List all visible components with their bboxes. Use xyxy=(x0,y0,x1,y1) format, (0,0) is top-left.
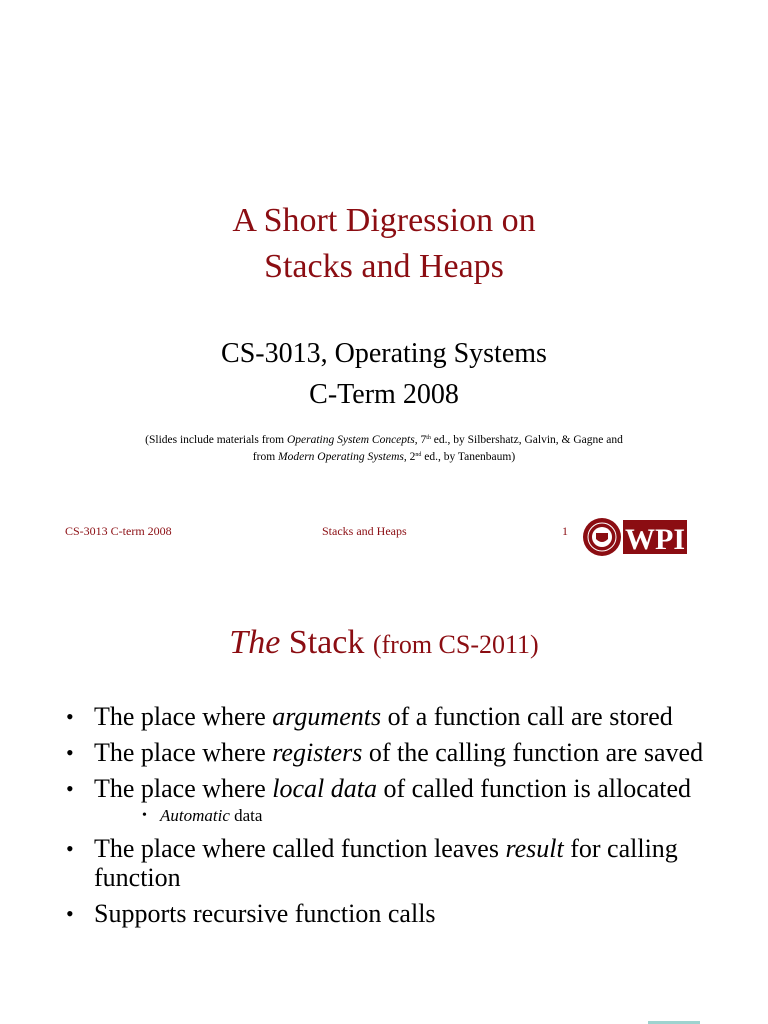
wpi-logo xyxy=(582,516,688,558)
stack-slide xyxy=(0,576,768,1024)
credits-text: ed., by Tanenbaum) xyxy=(421,451,516,463)
credits-text: , 2 xyxy=(403,451,416,463)
bullet-icon: • xyxy=(66,901,74,926)
credits-sup: th xyxy=(426,435,431,441)
title-italic: The xyxy=(229,624,281,661)
bullet-icon: • xyxy=(66,776,74,801)
subtitle-line-1: CS-3013, Operating Systems xyxy=(221,338,547,369)
slide-title xyxy=(0,198,768,290)
title-main: Stack xyxy=(280,624,373,661)
list-item xyxy=(60,702,720,731)
bullet-icon: • xyxy=(66,836,74,861)
bullet-text: The place where xyxy=(94,738,273,767)
title-line-2: Stacks and Heaps xyxy=(264,248,504,285)
list-item xyxy=(60,774,720,827)
footer-topic: Stacks and Heaps xyxy=(322,524,407,538)
wpi-logo-text: WPI xyxy=(625,523,685,556)
footer-page-number: 1 xyxy=(562,524,568,538)
credits-text: from xyxy=(252,451,279,463)
credits-sup: nd xyxy=(415,452,422,458)
credits-text: (Slides include materials from xyxy=(145,434,287,446)
title-note: (from CS-2011) xyxy=(372,630,539,659)
bullet-text: The place where xyxy=(94,702,273,731)
sub-bullet-icon: • xyxy=(142,808,147,823)
bullet-list xyxy=(60,702,720,935)
bullet-text: of the calling function are saved xyxy=(362,738,704,767)
bullet-text: Supports recursive function calls xyxy=(94,899,436,928)
credits-book-1: Operating System Concepts xyxy=(286,434,415,446)
bullet-text: of a function call are stored xyxy=(381,702,673,731)
title-line-1: A Short Digression on xyxy=(232,202,536,239)
credits-text: ed., by Silbershatz, Galvin, & Gagne and xyxy=(430,434,623,446)
bullet-icon: • xyxy=(66,740,74,765)
slide-subtitle xyxy=(0,333,768,415)
list-item xyxy=(60,738,720,767)
list-item xyxy=(60,899,720,928)
bullet-text: The place where xyxy=(94,774,273,803)
bullet-text: The place where called function leaves xyxy=(94,834,506,863)
footer-course: CS-3013 C-term 2008 xyxy=(65,524,172,538)
bullet-icon: • xyxy=(66,704,74,729)
bullet-emphasis: arguments xyxy=(272,702,382,731)
sub-bullet-list xyxy=(94,805,720,827)
bullet-emphasis: registers xyxy=(272,738,363,767)
bullet-text: of called function is allocated xyxy=(377,774,692,803)
credits-text: , 7 xyxy=(414,434,427,446)
sub-bullet-text: data xyxy=(229,806,263,825)
slide-title xyxy=(0,624,768,662)
bullet-emphasis: result xyxy=(505,834,564,863)
credits-book-2: Modern Operating Systems xyxy=(278,451,404,463)
sub-list-item xyxy=(94,805,720,827)
sub-bullet-emphasis: Automatic xyxy=(160,806,230,825)
subtitle-line-2: C-Term 2008 xyxy=(309,379,459,410)
credits-note xyxy=(100,431,668,465)
bullet-text: for calling function xyxy=(94,834,678,892)
list-item xyxy=(60,834,720,892)
bullet-emphasis: local data xyxy=(272,774,377,803)
